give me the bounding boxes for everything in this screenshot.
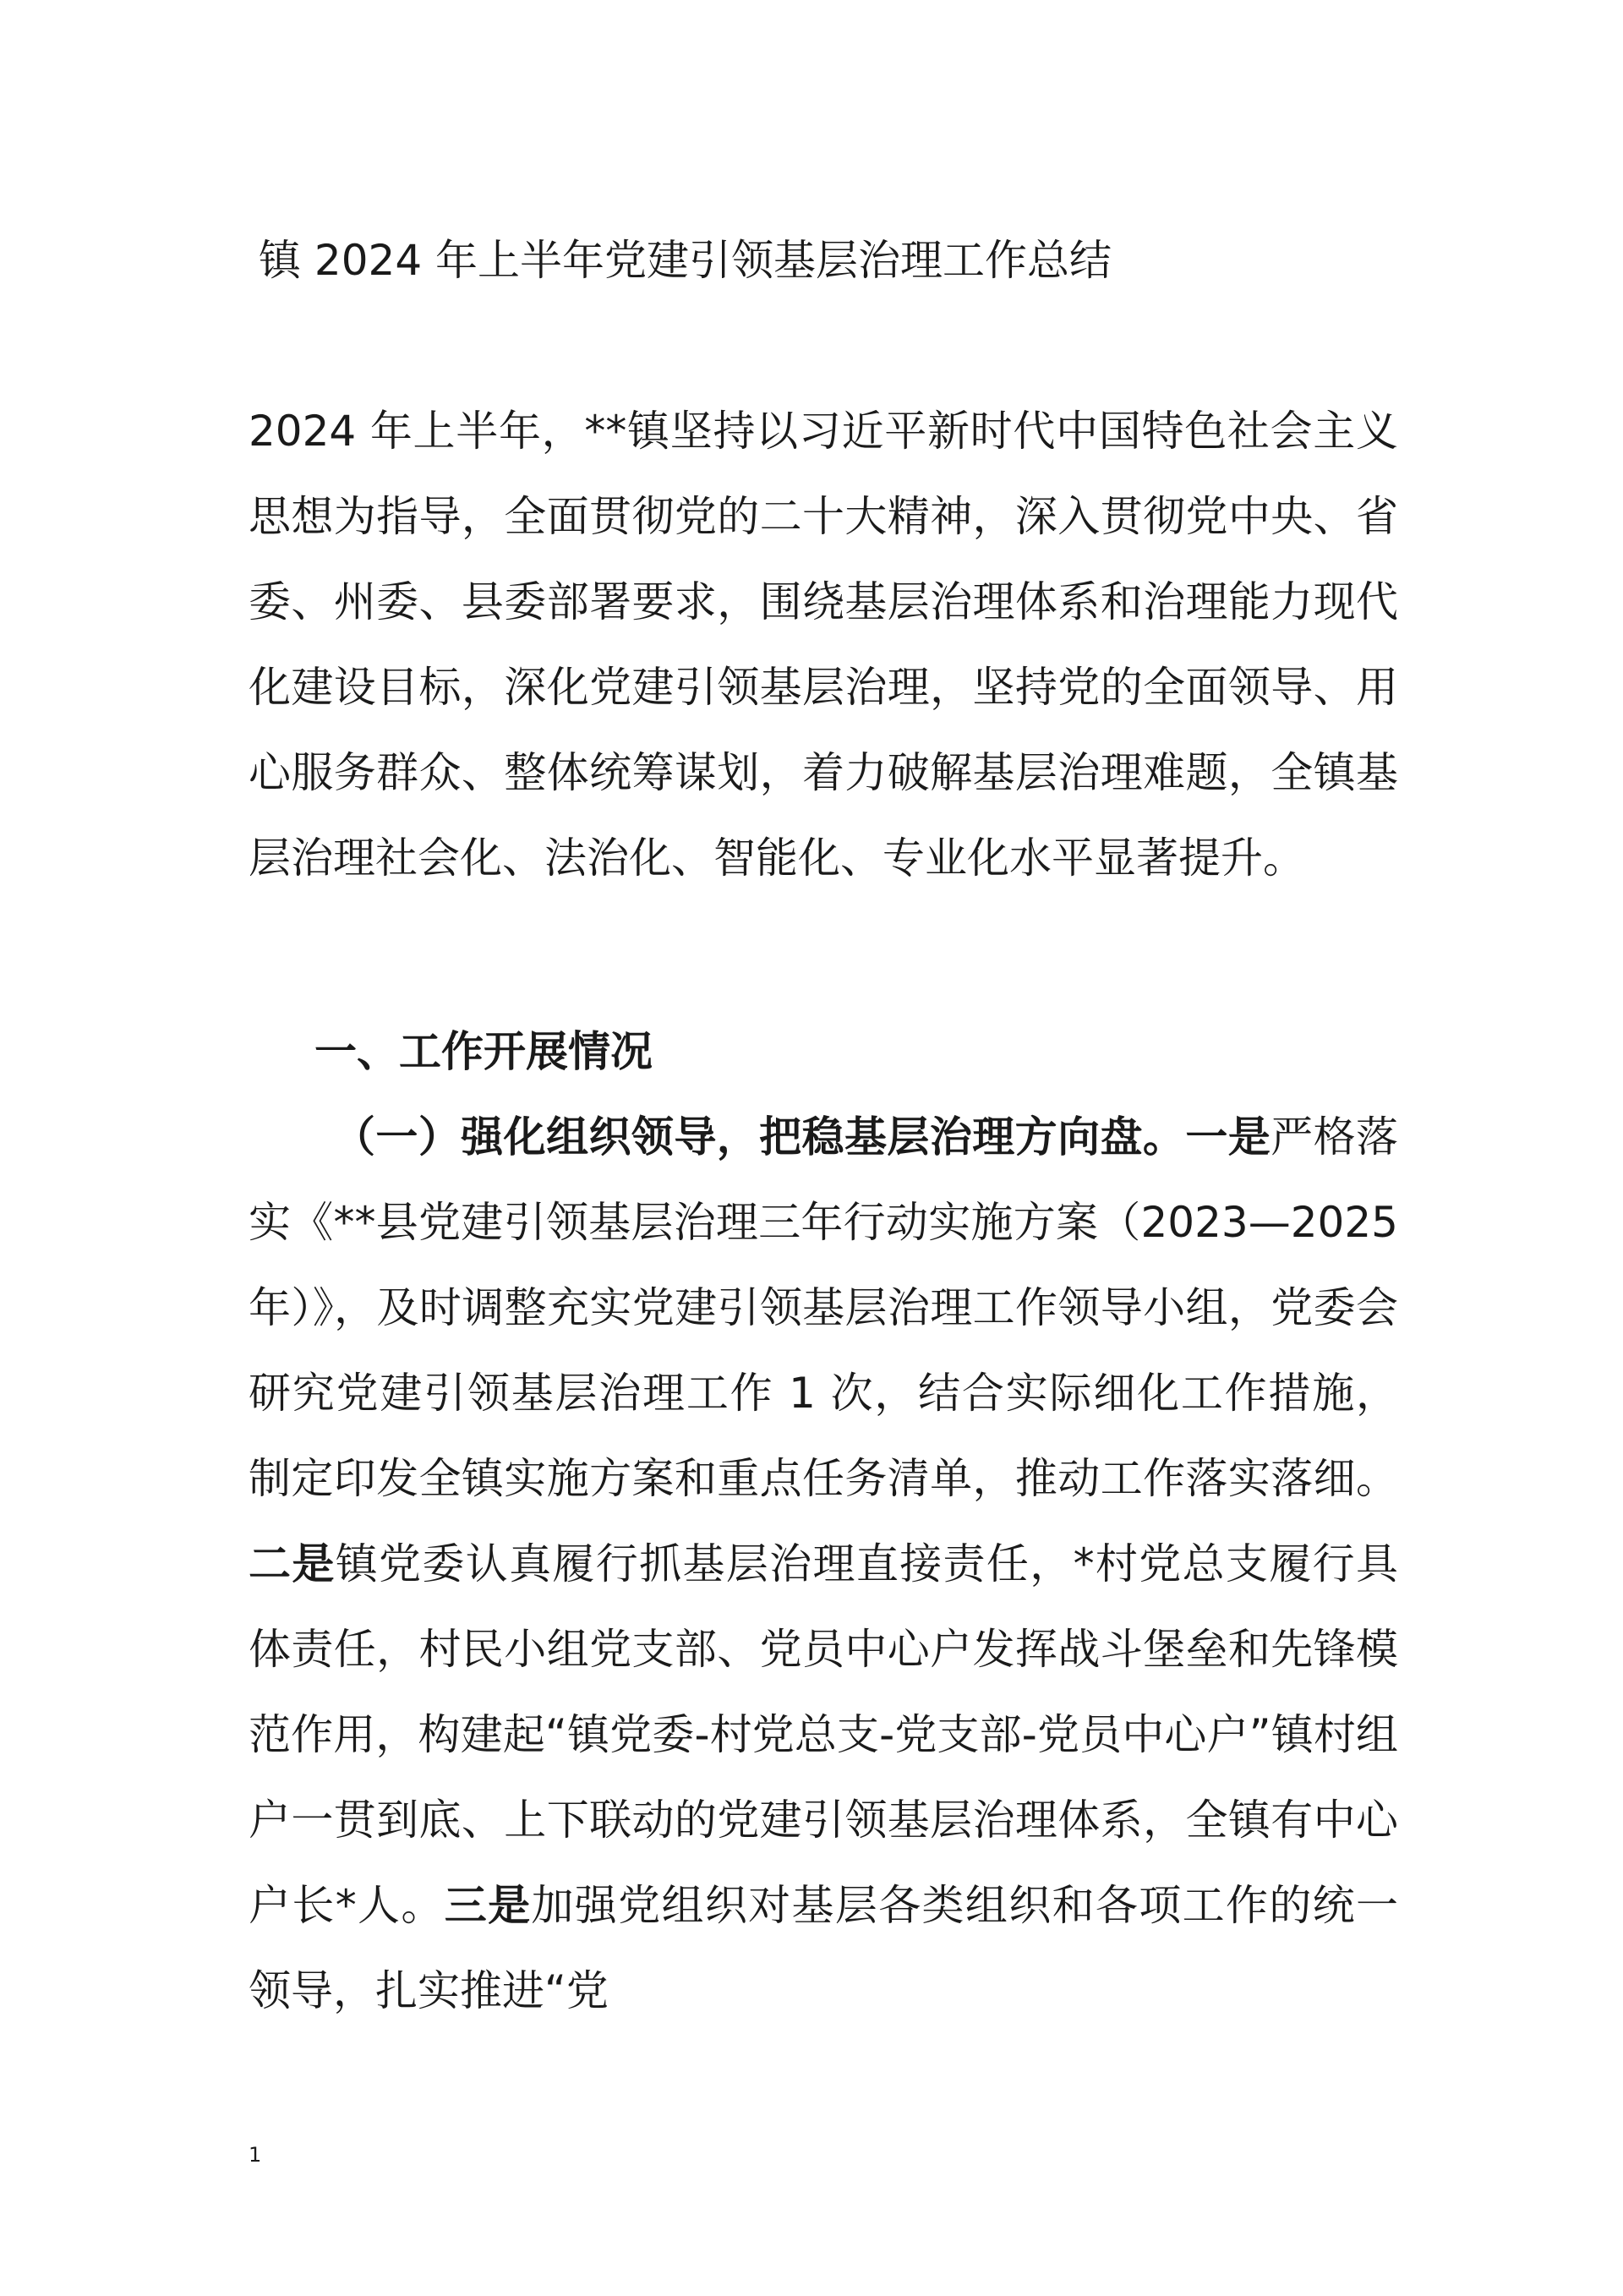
point-3-label: 三是 <box>444 1881 532 1930</box>
page-number: 1 <box>249 2143 262 2167</box>
point-3-text: 加强党组织对基层各类组织和各项工作的统一领导，扎实推进“党 <box>249 1881 1399 2015</box>
intro-paragraph: 2024 年上半年，**镇坚持以习近平新时代中国特色社会主义思想为指导，全面贯彻党的二十大精神，深入贯彻党中央、省委、州委、县委部署要求，围绕基层治理体系和治理能力现代化建设目标，深化党建引领基层治理，坚持党的全面领导、用心服务群众、整体统筹谋划，着力破解基层治理难题，全镇基层治理社会化、法治化、智能化、专业化水平显著提升。 <box>249 407 1398 883</box>
point-2-text: 镇党委认真履行抓基层治理直接责任，*村党总支履行具体责任，村民小组党支部、党员中心户发挥战斗堡垒和先锋模范作用，构建起“镇党委-村党总支-党支部-党员中心户”镇村组户一贯到底、上下联动的党建引领基层治理体系，全镇有中心户长*人。 <box>249 1539 1399 1930</box>
document-title: 镇 2024 年上半年党建引领基层治理工作总结 <box>259 236 1112 285</box>
section-heading-1: 一、工作开展情况 <box>314 1027 653 1076</box>
point-1-text: 严格落实《**县党建引领基层治理三年行动实施方案（2023—2025 年）》，及时调整充实党建引领基层治理工作领导小组，党委会研究党建引领基层治理工作 1 次，结合实际细化工作措施，制定印发全镇实施方案和重点任务清单，推动工作落实落细。 <box>249 1112 1399 1503</box>
point-1-label: 一是 <box>1185 1112 1271 1162</box>
section-1-subheading: （一）强化组织领导，把稳基层治理方向盘。 <box>333 1112 1186 1162</box>
point-2-label: 二是 <box>249 1539 336 1588</box>
section-1-paragraph <box>249 1095 1398 2034</box>
